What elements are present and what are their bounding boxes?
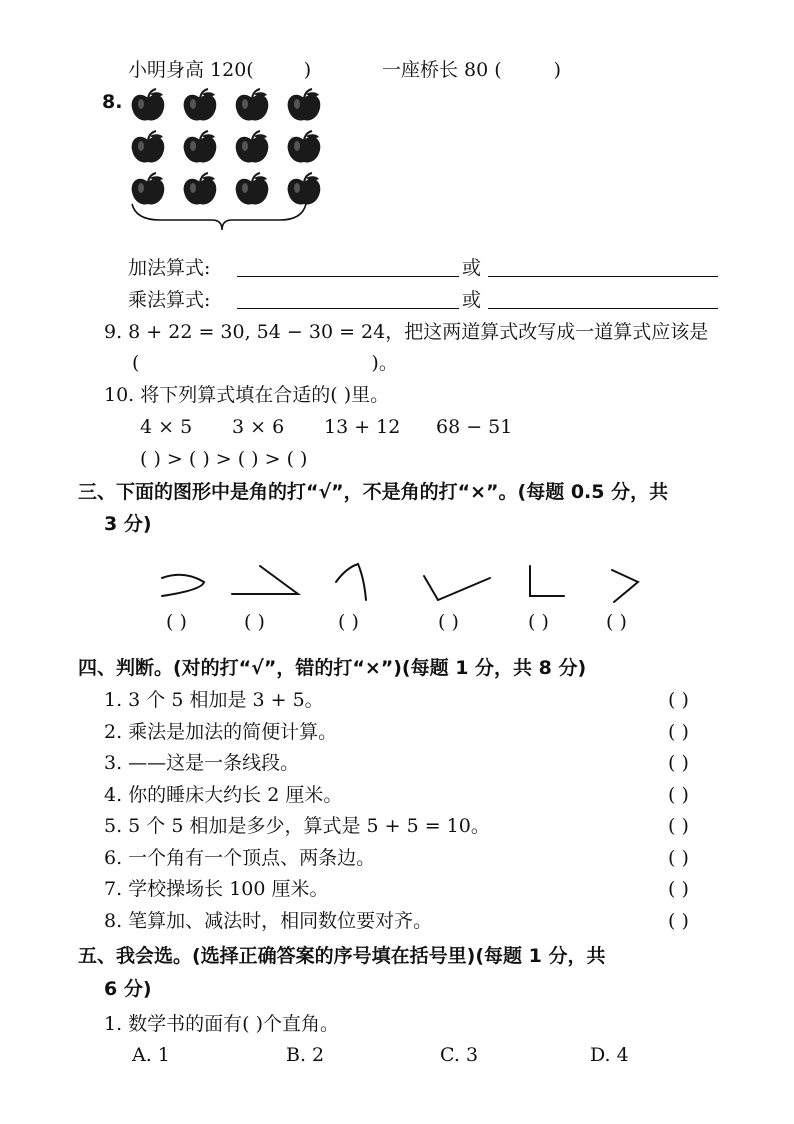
s5-option-d[interactable]: D. 4 bbox=[590, 1044, 629, 1066]
add-or: 或 bbox=[462, 257, 482, 279]
mul-blank-1[interactable] bbox=[237, 308, 459, 309]
add-blank-1[interactable] bbox=[237, 276, 459, 277]
q10-expr-3: 13 + 12 bbox=[324, 416, 401, 438]
mul-blank-2[interactable] bbox=[488, 308, 718, 309]
judgement-item: 2. 乘法是加法的简便计算。 bbox=[104, 720, 338, 743]
judgement-answer-box[interactable]: ( ) bbox=[668, 752, 689, 774]
s3-slot-4[interactable]: ( ) bbox=[438, 611, 459, 633]
apple-icon bbox=[128, 130, 168, 166]
figure-1-icon bbox=[162, 575, 204, 596]
apple-icon bbox=[232, 88, 272, 124]
judgement-answer-box[interactable]: ( ) bbox=[668, 689, 689, 711]
section3-title-1: 三、下面的图形中是角的打“√”，不是角的打“×”。(每题 0.5 分，共 bbox=[78, 481, 669, 503]
q10-compare[interactable]: ( ) > ( ) > ( ) > ( ) bbox=[140, 448, 308, 470]
q10-expr-2: 3 × 6 bbox=[232, 416, 285, 438]
section5-title-1: 五、我会选。(选择正确答案的序号填在括号里)(每题 1 分，共 bbox=[78, 945, 606, 967]
apple-icon bbox=[232, 130, 272, 166]
apple-icon bbox=[180, 130, 220, 166]
judgement-item: 1. 3 个 5 相加是 3 + 5。 bbox=[104, 689, 324, 711]
add-label: 加法算式: bbox=[128, 257, 211, 279]
judgement-answer-box[interactable]: ( ) bbox=[668, 815, 689, 837]
s5-q1: 1. 数学书的面有( )个直角。 bbox=[104, 1013, 340, 1035]
q8-number: 8. bbox=[102, 91, 123, 113]
s5-option-b[interactable]: B. 2 bbox=[286, 1044, 325, 1066]
apple-icon bbox=[284, 88, 324, 124]
judgement-item: 8. 笔算加、减法时，相同数位要对齐。 bbox=[104, 909, 433, 932]
judgement-answer-box[interactable]: ( ) bbox=[668, 909, 689, 932]
s5-option-a[interactable]: A. 1 bbox=[132, 1044, 170, 1066]
q7-right-close: ) bbox=[553, 59, 562, 81]
q7-right-text: 一座桥长 80 ( bbox=[382, 59, 502, 81]
section4-title: 四、判断。(对的打“√”，错的打“×”)(每题 1 分，共 8 分) bbox=[78, 657, 587, 679]
judgement-item: 6. 一个角有一个顶点、两条边。 bbox=[104, 846, 376, 869]
s3-slot-6[interactable]: ( ) bbox=[606, 611, 627, 633]
q9-text: 9. 8 + 22 = 30, 54 − 30 = 24，把这两道算式改写成一道算式应该是 bbox=[104, 321, 709, 343]
q9-open: ( bbox=[132, 352, 140, 374]
judgement-answer-box[interactable]: ( ) bbox=[668, 720, 689, 743]
figure-4-icon bbox=[424, 576, 490, 600]
s3-slot-2[interactable]: ( ) bbox=[244, 611, 265, 633]
judgement-item: 4. 你的睡床大约长 2 厘米。 bbox=[104, 783, 343, 806]
s5-option-c[interactable]: C. 3 bbox=[440, 1044, 479, 1066]
q7-right bbox=[382, 58, 561, 82]
mul-label: 乘法算式: bbox=[128, 289, 211, 311]
judgement-item: 7. 学校操场长 100 厘米。 bbox=[104, 878, 329, 900]
judgement-item: 3. ——这是一条线段。 bbox=[104, 752, 300, 774]
angle-figures bbox=[150, 560, 670, 610]
q7-left bbox=[128, 58, 311, 82]
s3-slot-3[interactable]: ( ) bbox=[338, 611, 359, 633]
figure-3-icon bbox=[336, 564, 366, 600]
apple-icon bbox=[128, 88, 168, 124]
judgement-answer-box[interactable]: ( ) bbox=[668, 878, 689, 900]
q7-left-text: 小明身高 120( bbox=[128, 59, 254, 81]
apple-icon bbox=[284, 130, 324, 166]
s3-slot-1[interactable]: ( ) bbox=[166, 611, 187, 633]
judgement-answer-box[interactable]: ( ) bbox=[668, 846, 689, 869]
figure-6-icon bbox=[612, 570, 638, 602]
q7-left-close: ) bbox=[303, 59, 312, 81]
s3-slot-5[interactable]: ( ) bbox=[528, 611, 549, 633]
q10-expr-1: 4 × 5 bbox=[140, 416, 193, 438]
judgement-item: 5. 5 个 5 相加是多少，算式是 5 + 5 = 10。 bbox=[104, 815, 490, 837]
section3-title-2: 3 分) bbox=[104, 513, 152, 535]
mul-or: 或 bbox=[462, 289, 482, 311]
q10-expr-4: 68 − 51 bbox=[436, 416, 513, 438]
section5-title-2: 6 分) bbox=[104, 978, 152, 1000]
figure-2-icon bbox=[232, 566, 298, 594]
apple-icon bbox=[180, 88, 220, 124]
brace-icon bbox=[130, 200, 310, 232]
q9-close: )。 bbox=[371, 352, 398, 374]
judgement-answer-box[interactable]: ( ) bbox=[668, 783, 689, 806]
add-blank-2[interactable] bbox=[488, 276, 718, 277]
q10-text: 10. 将下列算式填在合适的( )里。 bbox=[104, 384, 390, 406]
figure-5-icon bbox=[530, 566, 564, 596]
q9-answer bbox=[132, 351, 398, 375]
